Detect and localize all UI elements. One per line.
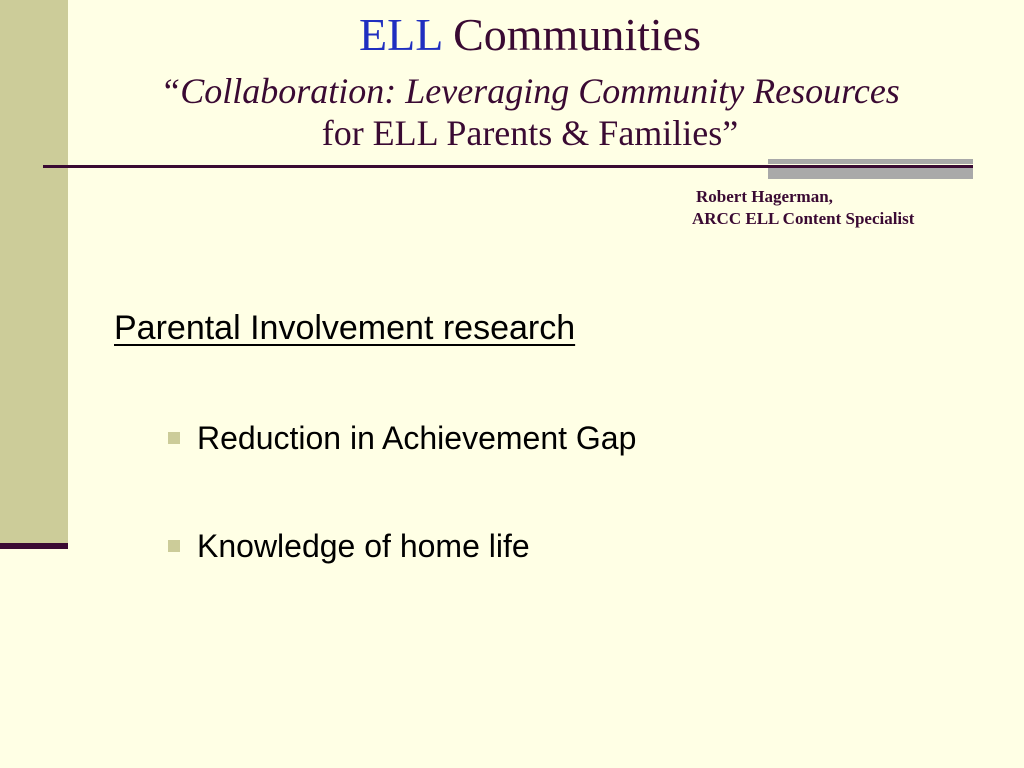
title-divider-rule-overlay — [768, 165, 973, 168]
list-item — [168, 524, 636, 632]
bullet-text: Knowledge of home life — [197, 528, 530, 564]
author-name: Robert Hagerman, — [696, 187, 833, 206]
author-block — [692, 186, 914, 230]
list-item — [168, 416, 636, 524]
bullet-text: Reduction in Achievement Gap — [197, 420, 637, 456]
title-accent-word: ELL — [359, 9, 442, 60]
slide-subtitle — [0, 70, 1024, 154]
subtitle-line-2: for ELL Parents & Families” — [321, 113, 739, 153]
square-bullet-icon — [168, 432, 180, 444]
square-bullet-icon — [168, 540, 180, 552]
subtitle-line-1: “Collaboration: Leveraging Community Resources — [160, 71, 900, 111]
slide-title — [0, 8, 1024, 62]
title-rest: Communities — [441, 9, 701, 60]
author-role: ARCC ELL Content Specialist — [692, 209, 915, 228]
section-heading: Parental Involvement research — [114, 309, 576, 347]
bullet-list — [168, 416, 636, 632]
gray-rule-block — [768, 159, 973, 179]
sidebar-accent-bar — [0, 543, 68, 549]
